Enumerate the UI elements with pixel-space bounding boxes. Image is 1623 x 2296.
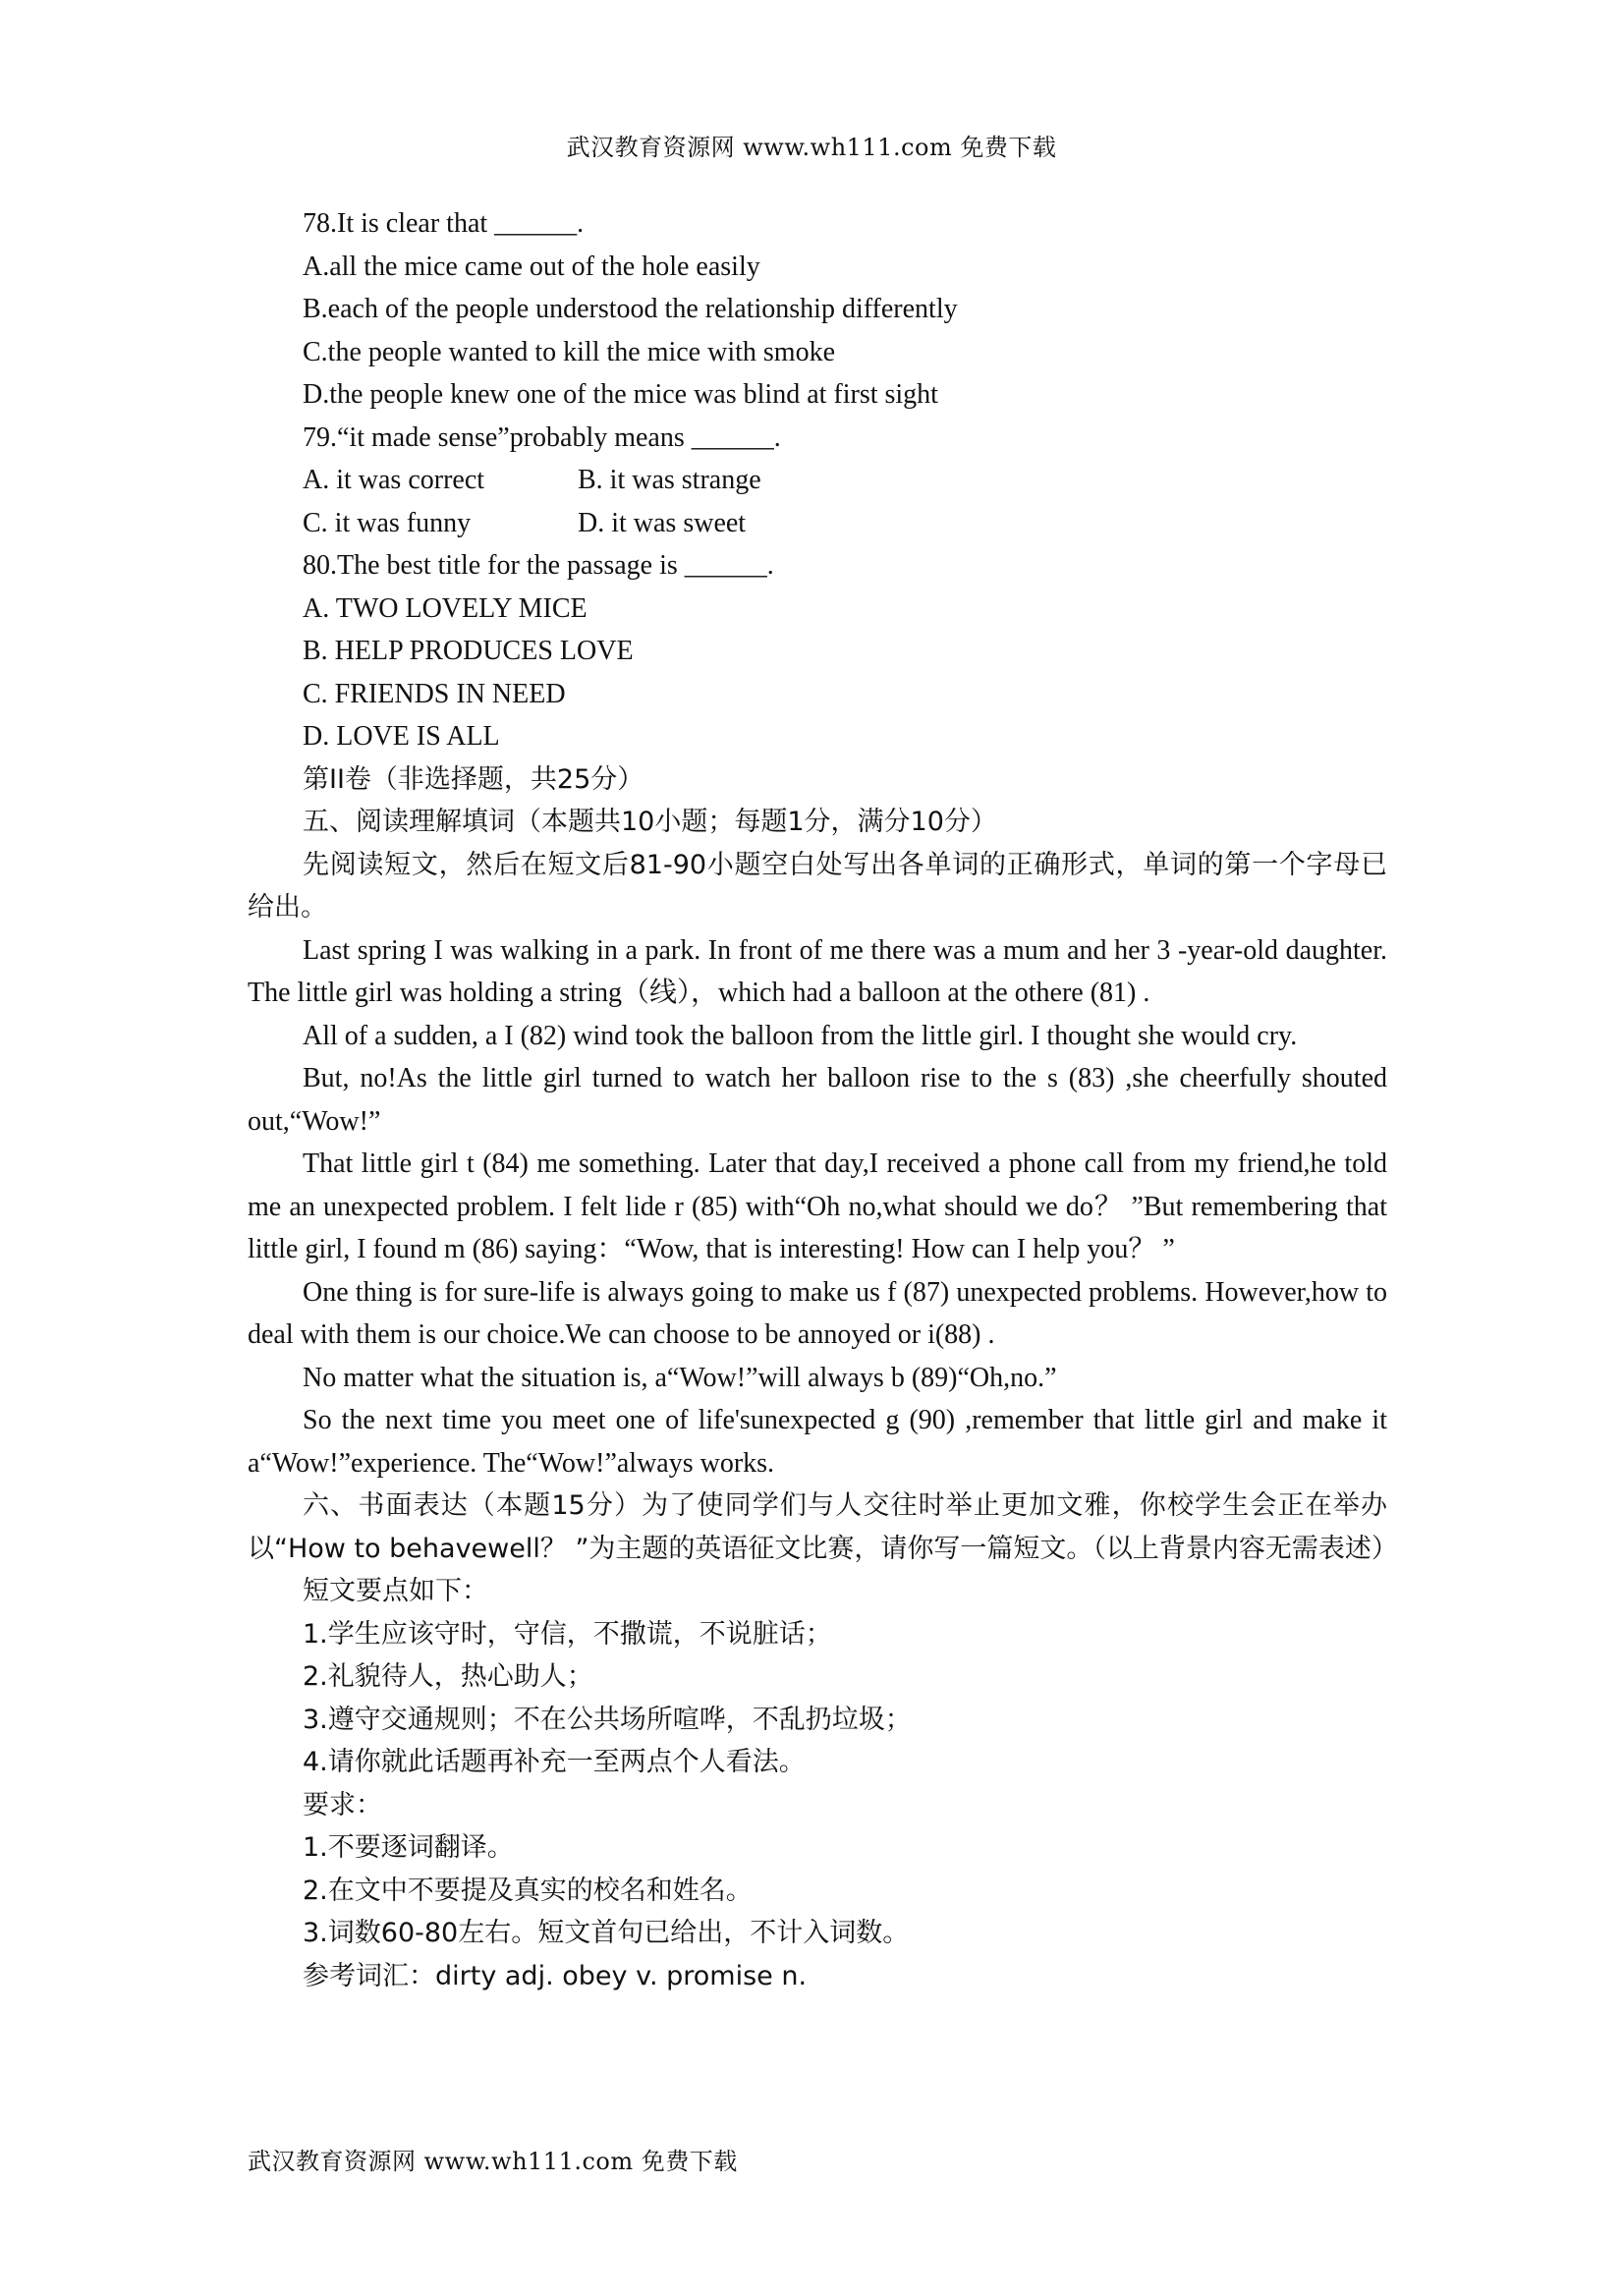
section-5-instructions: 先阅读短文，然后在短文后81-90小题空白处写出各单词的正确形式，单词的第一个字母已给出。 <box>248 849 1387 923</box>
passage-paragraph: That little girl t (84) me something. Later that day,I received a phone call from my friend,he told me an unexpected problem. I felt lide r (85) with“Oh no,what should we do？ ”But remembering that little girl, I found m (86) saying：“Wow, that is interesting! How can I help you？ ” <box>248 1148 1387 1264</box>
section-6-point: 1.学生应该守时，守信，不撒谎，不说脏话； <box>303 1618 832 1650</box>
page-header: 武汉教育资源网 www.wh111.com 免费下载 <box>566 134 1057 161</box>
question-79-options-row-1 <box>248 459 1387 502</box>
passage-paragraph: One thing is for sure-life is always going to make us f (87) unexpected problems. However,how to deal with them is our choice.We can choose to be annoyed or i(88) . <box>248 1276 1387 1350</box>
page-footer: 武汉教育资源网 www.wh111.com 免费下载 <box>248 2148 738 2175</box>
section-6-point: 3.遵守交通规则；不在公共场所喧哗，不乱扔垃圾； <box>303 1704 912 1735</box>
question-79-option-b: B. it was strange <box>578 465 761 495</box>
question-80-option-c: C. FRIENDS IN NEED <box>303 678 566 709</box>
passage-paragraph: No matter what the situation is, a“Wow!”will always b (89)“Oh,no.” <box>303 1362 1057 1393</box>
passage-paragraph: All of a sudden, a I (82) wind took the balloon from the little girl. I thought she would cry. <box>303 1020 1298 1051</box>
question-79-option-a: A. it was correct <box>303 465 485 495</box>
question-78-option-b: B.each of the people understood the relationship differently <box>303 294 958 324</box>
section-6-vocabulary: 参考词汇：dirty adj. obey v. promise n. <box>303 1960 808 1991</box>
section-6-requirement: 2.在文中不要提及真实的校名和姓名。 <box>303 1875 753 1906</box>
question-80-option-b: B. HELP PRODUCES LOVE <box>303 636 634 666</box>
section-6-requirement: 1.不要逐词翻译。 <box>303 1832 514 1863</box>
question-80-option-d: D. LOVE IS ALL <box>303 721 500 752</box>
section-6-requirements-title: 要求： <box>303 1789 382 1820</box>
passage-paragraph: Last spring I was walking in a park. In front of me there was a mum and her 3 -year-old daughter. The little girl was holding a string（线），which had a balloon at the othere (81) . <box>248 934 1387 1008</box>
question-78-option-d: D.the people knew one of the mice was blind at first sight <box>303 379 938 410</box>
question-80-option-a: A. TWO LOVELY MICE <box>303 592 588 624</box>
section-6-intro: 六、书面表达（本题15分）为了使同学们与人交往时举止更加文雅，你校学生会正在举办以“How to behavewell？ ”为主题的英语征文比赛，请你写一篇短文。（以上背景内容无需表述） <box>248 1490 1398 1564</box>
question-79-option-c: C. it was funny <box>303 507 472 538</box>
section-6-point: 4.请你就此话题再补充一至两点个人看法。 <box>303 1747 806 1777</box>
question-80-stem: 80.The best title for the passage is ______. <box>303 550 774 581</box>
section-6-point: 2.礼貌待人，热心助人； <box>303 1661 593 1692</box>
question-78-stem: 78.It is clear that ______. <box>303 208 585 239</box>
section-5-title: 五、阅读理解填词（本题共10小题；每题1分，满分10分） <box>303 807 997 837</box>
question-79-option-d: D. it was sweet <box>578 507 747 538</box>
part-2-title: 第II卷（非选择题，共25分） <box>303 763 644 795</box>
section-6-requirement: 3.词数60-80左右。短文首句已给出，不计入词数。 <box>303 1918 910 1948</box>
section-6-points-title: 短文要点如下： <box>303 1576 488 1606</box>
question-78-option-a: A.all the mice came out of the hole easily <box>303 251 760 282</box>
question-79-stem: 79.“it made sense”probably means ______. <box>303 421 781 453</box>
document-body <box>248 202 1398 1997</box>
question-78-option-c: C.the people wanted to kill the mice with smoke <box>303 336 835 367</box>
passage-paragraph: So the next time you meet one of life'sunexpected g (90) ,remember that little girl and make it a“Wow!”experience. The“Wow!”always works. <box>248 1405 1387 1479</box>
passage-paragraph: But, no!As the little girl turned to watch her balloon rise to the s (83) ,she cheerfully shouted out,“Wow!” <box>248 1063 1387 1137</box>
question-79-options-row-2 <box>248 502 1387 545</box>
